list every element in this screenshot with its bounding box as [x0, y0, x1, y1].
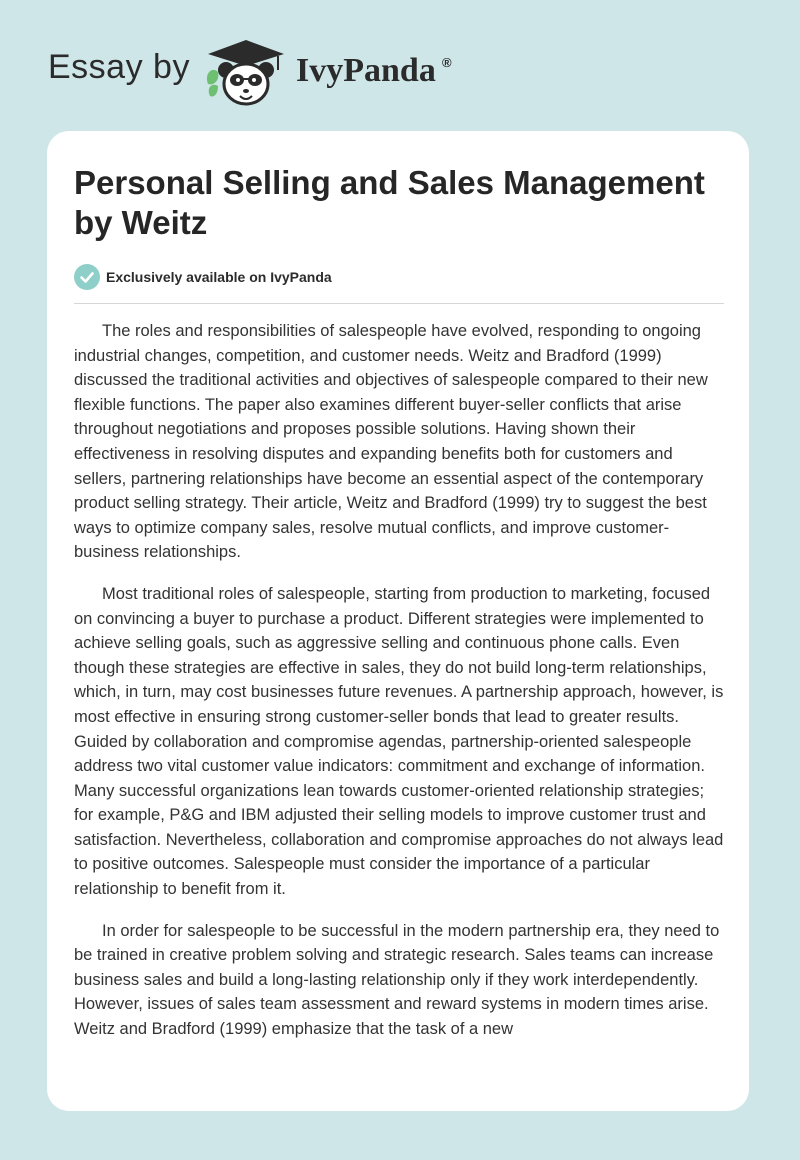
divider	[74, 303, 724, 304]
exclusive-badge	[74, 263, 724, 291]
paragraph: In order for salespeople to be successful in the modern partnership era, they need to be trained in creative problem solving and strategic research. Sales teams can increase business sales and build a long-lasting relationship only if they work interdependently. However, issues of sales team assessment and reward systems in modern times arise. Weitz and Bradford (1999) emphasize that the task of a new	[74, 921, 720, 1039]
page-title: Personal Selling and Sales Management by Weitz	[74, 164, 705, 241]
paragraph: Most traditional roles of salespeople, starting from production to marketing, focused on convincing a buyer to purchase a product. Different strategies were implemented to achieve selling goals, such as aggressive selling and continuous phone calls. Even though these strategies are effective in sales, they do not build long-term relationships, which, in turn, may cost businesses future revenues. A partnership approach, however, is most effective in ensuring strong customer-seller bonds that lead to greater results. Guided by collaboration and compromise agendas, partnership-oriented salespeople address two vital customer value indicators: commitment and exchange of information. Many successful organizations lean towards customer-oriented relationship strategies; for example, P&G and IBM adjusted their selling models to improve customer trust and satisfaction. Nevertheless, collaboration and compromise approaches do not always lead to positive outcomes. Salespeople must consider the importance of a particular relationship to benefit from it.	[74, 584, 724, 899]
paragraph: The roles and responsibilities of salespeople have evolved, responding to ongoing industrial changes, competition, and customer needs. Weitz and Bradford (1999) discussed the traditional activities and objectives of salespeople compared to their new flexible functions. The paper also examines different buyer-seller conflicts that arise throughout negotiations and proposes possible solutions. Having shown their effectiveness in resolving disputes and expanding benefits both for customers and sellers, partnering relationships have become an essential aspect of the contemporary product selling strategy. Their article, Weitz and Bradford (1999) try to suggest the best ways to optimize company sales, resolve mutual conflicts, and improve customer-business relationships.	[74, 322, 708, 562]
panda-graduate-icon[interactable]	[200, 36, 292, 108]
site-header	[0, 0, 800, 130]
badge-label: Exclusively available on IvyPanda	[106, 269, 332, 285]
essay-by-label: Essay by	[48, 48, 190, 86]
check-circle-icon	[74, 264, 100, 290]
brand-name[interactable]: IvyPanda	[296, 52, 436, 89]
essay-card	[47, 131, 749, 1111]
essay-body	[74, 319, 726, 1059]
registered-mark: ®	[442, 55, 452, 70]
